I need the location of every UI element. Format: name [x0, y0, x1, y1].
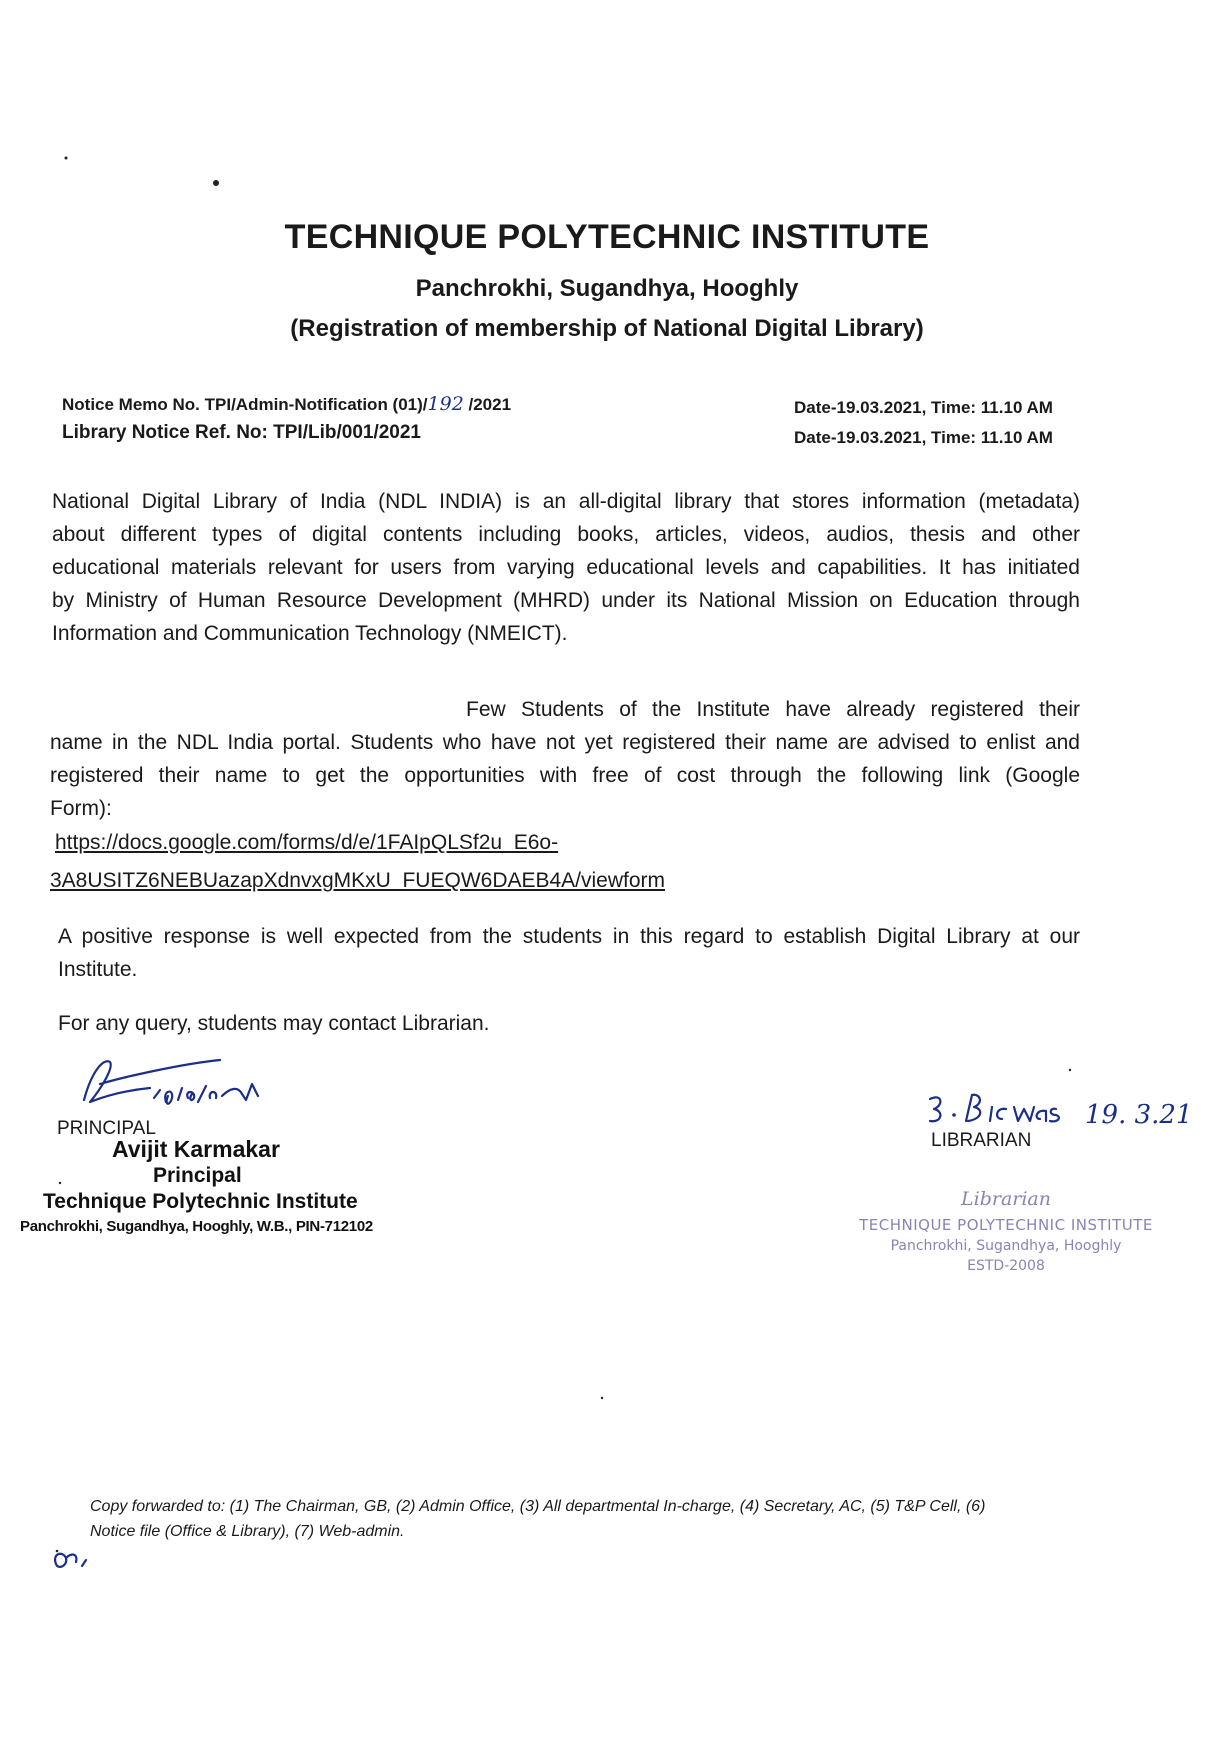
notice-memo-prefix: Notice Memo No. TPI/Admin-Notification (01)/: [62, 395, 428, 414]
library-notice-ref: Library Notice Ref. No: TPI/Lib/001/2021: [62, 422, 421, 443]
footer-copy-forwarded: [90, 1494, 985, 1544]
notice-subject: (Registration of membership of National Digital Library): [290, 315, 924, 342]
principal-label: PRINCIPAL: [57, 1118, 156, 1139]
principal-stamp-title: Principal: [153, 1164, 242, 1187]
paragraph-registration: [50, 726, 1080, 825]
para2-line: registered their name to get the opportunities with free of cost through the following link (Google: [50, 764, 1080, 787]
notice-memo-number: [62, 393, 511, 415]
librarian-signature-date: 19. 3.21: [1085, 1100, 1193, 1130]
institute-address: Panchrokhi, Sugandhya, Hooghly: [415, 275, 799, 302]
notice-date-1: Date-19.03.2021, Time: 11.10 AM: [794, 398, 1053, 417]
librarian-stamp-estd: ESTD-2008: [967, 1258, 1045, 1274]
para3-line: Institute.: [58, 958, 138, 981]
librarian-stamp-address: Panchrokhi, Sugandhya, Hooghly: [890, 1238, 1122, 1254]
notice-memo-suffix: /2021: [463, 395, 512, 414]
para1-line: by Ministry of Human Resource Development (MHRD) under its National Mission on Education through: [52, 589, 1080, 612]
principal-stamp-address: Panchrokhi, Sugandhya, Hooghly, W.B., PIN-712102: [20, 1218, 373, 1235]
paragraph-positive-response: [58, 920, 1080, 986]
librarian-signature-icon: [922, 1085, 1072, 1135]
institute-title: TECHNIQUE POLYTECHNIC INSTITUTE: [284, 218, 930, 256]
para2-first-line: Few Students of the Institute have already registered their: [466, 698, 1080, 721]
principal-stamp-institute: Technique Polytechnic Institute: [43, 1190, 358, 1213]
librarian-label: LIBRARIAN: [931, 1130, 1032, 1151]
paragraph-ndl-intro: [52, 485, 1080, 650]
para2-line: name in the NDL India portal. Students who have not yet registered their name are advised to enlist and: [50, 731, 1080, 754]
para2-line: Form):: [50, 797, 112, 820]
footer-line: Copy forwarded to: (1) The Chairman, GB, (2) Admin Office, (3) All departmental In-charge, (4) Secretary, AC, (5) T&P Cell, (6): [90, 1498, 986, 1515]
principal-stamp-name: Avijit Karmakar: [112, 1136, 280, 1162]
footer-line: Notice file (Office & Library), (7) Web-admin.: [90, 1523, 405, 1540]
para1-line: about different types of digital contents including books, articles, videos, audios, thesis and other: [52, 523, 1080, 546]
librarian-stamp-institute: TECHNIQUE POLYTECHNIC INSTITUTE: [859, 1216, 1153, 1234]
notice-date-2: Date-19.03.2021, Time: 11.10 AM: [794, 428, 1053, 447]
google-form-link-line-1[interactable]: https://docs.google.com/forms/d/e/1FAIpQLSf2u_E6o-: [55, 831, 559, 854]
google-form-link-line-2[interactable]: 3A8USITZ6NEBUazapXdnvxgMKxU_FUEQW6DAEB4A/viewform: [50, 869, 666, 892]
para3-line: A positive response is well expected from the students in this regard to establish Digital Library at our: [58, 925, 1080, 948]
paragraph-contact-librarian: For any query, students may contact Librarian.: [58, 1012, 490, 1035]
para1-line: educational materials relevant for users from varying educational levels and capabilities. It has initiated: [52, 556, 1080, 579]
para1-line: National Digital Library of India (NDL INDIA) is an all-digital library that stores information (metadata): [52, 490, 1080, 513]
librarian-stamp-title: Librarian: [961, 1188, 1051, 1210]
notice-memo-handwritten-number: 192: [427, 393, 464, 415]
para1-line: Information and Communication Technology (NMEICT).: [52, 622, 568, 645]
initials-mark-icon: [48, 1540, 98, 1580]
